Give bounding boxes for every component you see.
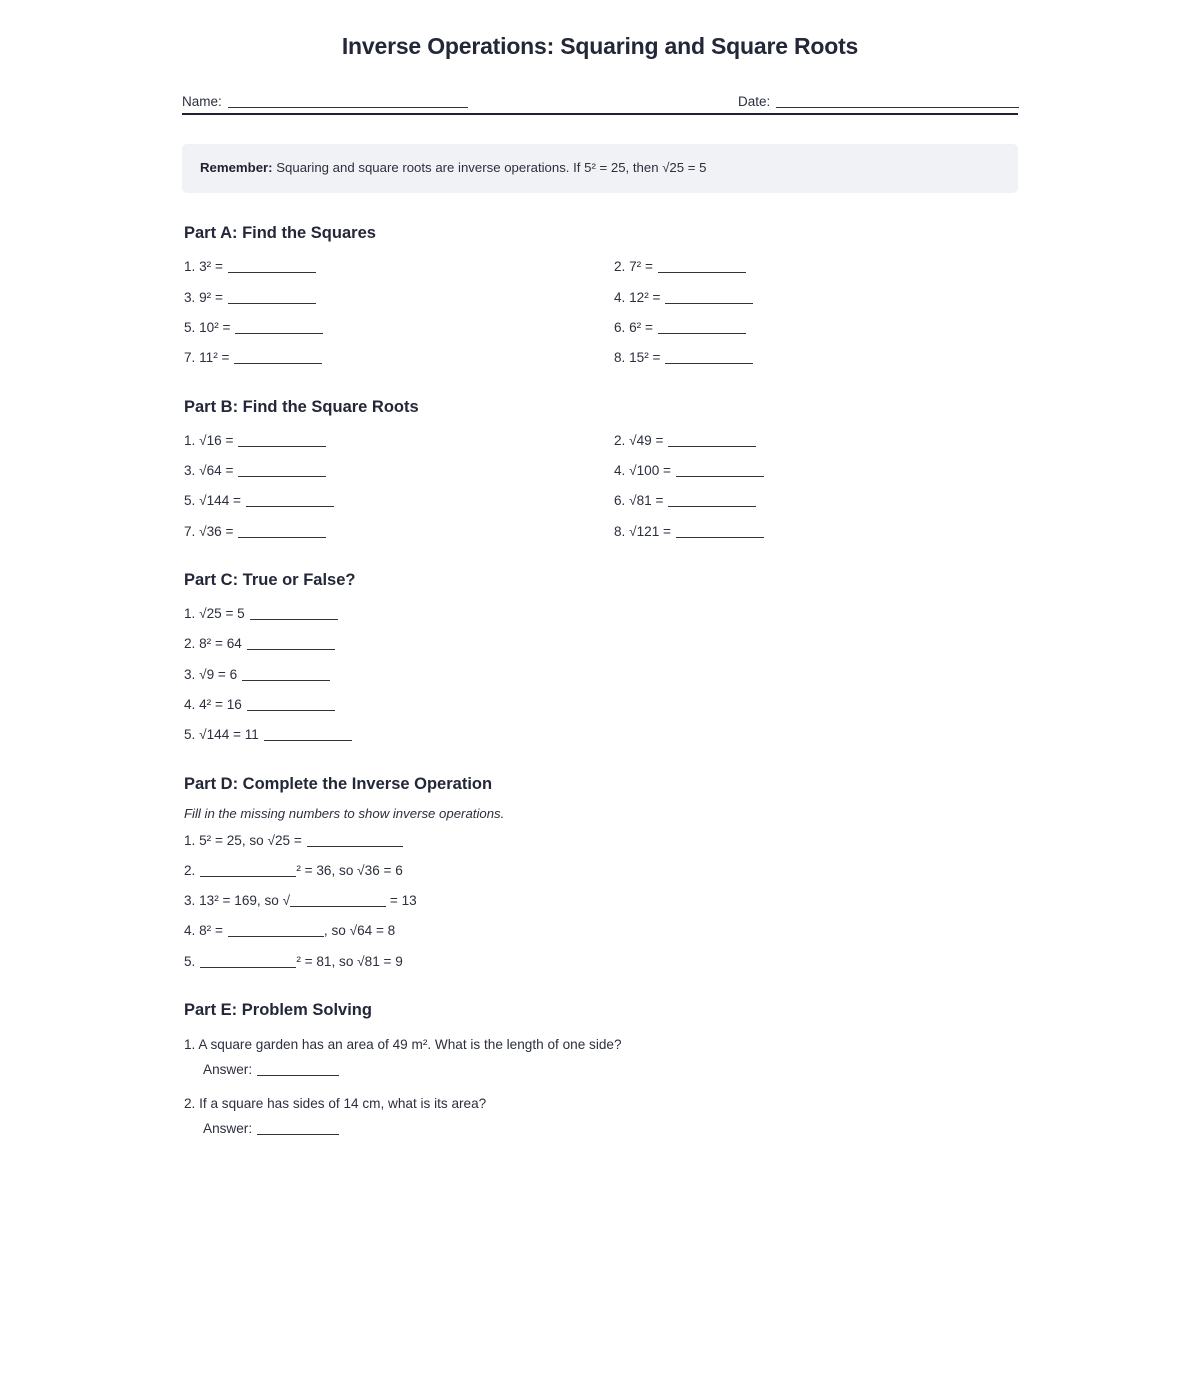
answer-blank[interactable] <box>238 434 326 447</box>
problem-item <box>182 606 1018 622</box>
problem-prompt-before: 1. 5² = 25, so √25 = <box>184 832 302 848</box>
answer-blank[interactable] <box>665 291 753 304</box>
answer-blank[interactable] <box>247 698 335 711</box>
problem-item <box>182 1036 1018 1079</box>
answer-label: Answer: <box>203 1062 253 1078</box>
problem-prompt: 3. √64 = <box>184 463 234 479</box>
problem-prompt: 8. 15² = <box>614 350 661 366</box>
problem-prompt: 4. 4² = 16 <box>184 696 242 712</box>
problem-prompt: 4. √100 = <box>614 463 671 479</box>
section-part-a <box>182 224 1018 366</box>
problem-item <box>182 893 1018 909</box>
answer-blank[interactable] <box>200 864 296 877</box>
name-label: Name: <box>182 94 222 109</box>
problem-item <box>182 923 1018 939</box>
answer-blank[interactable] <box>228 260 316 273</box>
name-field-group <box>182 94 468 109</box>
problem-item <box>182 667 1018 683</box>
page-title: Inverse Operations: Squaring and Square Roots <box>341 33 859 59</box>
problem-item <box>182 863 1018 879</box>
problem-prompt: 5. √144 = <box>184 493 241 509</box>
remember-callout <box>182 144 1018 193</box>
answer-blank[interactable] <box>676 464 764 477</box>
problem-prompt: 7. √36 = <box>184 523 234 539</box>
name-input-blank[interactable] <box>228 94 468 108</box>
answer-blank[interactable] <box>228 291 316 304</box>
answer-blank[interactable] <box>658 260 746 273</box>
answer-blank[interactable] <box>238 525 326 538</box>
answer-blank[interactable] <box>250 607 338 620</box>
name-date-row <box>182 83 1018 109</box>
problem-item <box>182 697 1018 713</box>
part-d-problems <box>182 833 1018 971</box>
problem-prompt: 1. 3² = <box>184 259 223 275</box>
part-c-title: Part C: True or False? <box>184 570 356 589</box>
problem-item <box>182 954 1018 970</box>
problem-answer-row <box>182 1062 1018 1078</box>
problem-prompt: 3. 9² = <box>184 289 223 305</box>
problem-item <box>182 524 614 540</box>
problem-item <box>614 320 1018 336</box>
problem-prompt: 4. 12² = <box>614 289 661 305</box>
problem-prompt-after: = 13 <box>386 893 417 909</box>
answer-blank[interactable] <box>668 494 756 507</box>
problem-item <box>182 463 614 479</box>
part-d-title: Part D: Complete the Inverse Operation <box>184 774 493 793</box>
answer-blank[interactable] <box>257 1122 339 1135</box>
problem-item <box>182 636 1018 652</box>
problem-prompt-after: ² = 36, so √36 = 6 <box>296 862 403 878</box>
part-e-title: Part E: Problem Solving <box>184 1001 372 1020</box>
problem-prompt: 1. √16 = <box>184 432 234 448</box>
problem-item <box>182 1095 1018 1138</box>
part-b-title: Part B: Find the Square Roots <box>184 397 419 416</box>
section-part-c <box>182 571 1018 744</box>
problem-item <box>614 350 1018 366</box>
problem-item <box>182 259 614 275</box>
answer-blank[interactable] <box>228 924 324 937</box>
answer-blank[interactable] <box>247 637 335 650</box>
problem-prompt: 1. √25 = 5 <box>184 605 245 621</box>
part-e-problems <box>182 1036 1018 1137</box>
problem-prompt-before: 5. <box>184 953 196 969</box>
problem-prompt: 8. √121 = <box>614 523 671 539</box>
problem-prompt: 2. √49 = <box>614 432 664 448</box>
answer-blank[interactable] <box>200 955 296 968</box>
answer-blank[interactable] <box>264 728 352 741</box>
problem-row <box>182 493 1018 509</box>
problem-item <box>182 320 614 336</box>
part-d-instruction: Fill in the missing numbers to show inverse operations. <box>184 805 505 821</box>
problem-item <box>614 259 1018 275</box>
problem-prompt: 2. 7² = <box>614 259 653 275</box>
problem-prompt-before: 4. 8² = <box>184 923 223 939</box>
problem-prompt: 5. √144 = 11 <box>184 727 259 743</box>
problem-prompt: 6. √81 = <box>614 493 664 509</box>
problem-prompt-after: , so √64 = 8 <box>323 923 396 939</box>
problem-prompt: 6. 6² = <box>614 320 653 336</box>
answer-blank[interactable] <box>676 525 764 538</box>
answer-blank[interactable] <box>246 494 334 507</box>
section-part-b <box>182 398 1018 540</box>
problem-prompt: 1. A square garden has an area of 49 m². What is the length of one side? <box>184 1037 622 1053</box>
problem-item <box>614 433 1018 449</box>
problem-row <box>182 524 1018 540</box>
problem-prompt-after: ² = 81, so √81 = 9 <box>296 953 403 969</box>
problem-item <box>182 350 614 366</box>
part-c-problems <box>182 606 1018 744</box>
answer-blank[interactable] <box>242 668 330 681</box>
section-part-e <box>182 1001 1018 1137</box>
header-divider <box>182 113 1018 115</box>
date-label: Date: <box>738 94 771 109</box>
answer-blank[interactable] <box>234 351 322 364</box>
answer-blank[interactable] <box>307 834 403 847</box>
worksheet-content <box>182 0 1018 1137</box>
problem-item <box>614 463 1018 479</box>
part-b-problems <box>182 433 1018 540</box>
problem-item <box>182 433 614 449</box>
section-part-d <box>182 775 1018 971</box>
problem-item <box>182 290 614 306</box>
answer-blank[interactable] <box>290 894 386 907</box>
problem-prompt-before: 3. 13² = 169, so √ <box>184 893 291 909</box>
problem-row <box>182 290 1018 306</box>
problem-item <box>614 493 1018 509</box>
problem-row <box>182 463 1018 479</box>
problem-prompt-before: 2. <box>184 862 196 878</box>
answer-blank[interactable] <box>668 434 756 447</box>
problem-item <box>614 524 1018 540</box>
problem-item <box>614 290 1018 306</box>
problem-row <box>182 433 1018 449</box>
problem-prompt: 7. 11² = <box>184 350 230 366</box>
answer-blank[interactable] <box>658 321 746 334</box>
problem-row <box>182 320 1018 336</box>
problem-item <box>182 727 1018 743</box>
problem-row <box>182 350 1018 366</box>
problem-item <box>182 493 614 509</box>
problem-answer-row <box>182 1121 1018 1137</box>
answer-blank[interactable] <box>235 321 323 334</box>
answer-label: Answer: <box>203 1121 253 1137</box>
answer-blank[interactable] <box>665 351 753 364</box>
part-a-title: Part A: Find the Squares <box>184 224 376 243</box>
part-a-problems <box>182 259 1018 366</box>
problem-item <box>182 833 1018 849</box>
problem-prompt: 3. √9 = 6 <box>184 666 238 682</box>
date-input-blank[interactable] <box>776 94 1019 108</box>
remember-text: Squaring and square roots are inverse operations. If 5² = 25, then √25 = 5 <box>272 160 707 175</box>
answer-blank[interactable] <box>238 464 326 477</box>
problem-prompt: 2. If a square has sides of 14 cm, what is its area? <box>184 1095 487 1111</box>
problem-prompt: 5. 10² = <box>184 320 231 336</box>
answer-blank[interactable] <box>257 1063 339 1076</box>
date-field-group <box>738 94 1019 109</box>
problem-row <box>182 259 1018 275</box>
remember-label: Remember: <box>200 160 273 175</box>
problem-prompt: 2. 8² = 64 <box>184 636 242 652</box>
